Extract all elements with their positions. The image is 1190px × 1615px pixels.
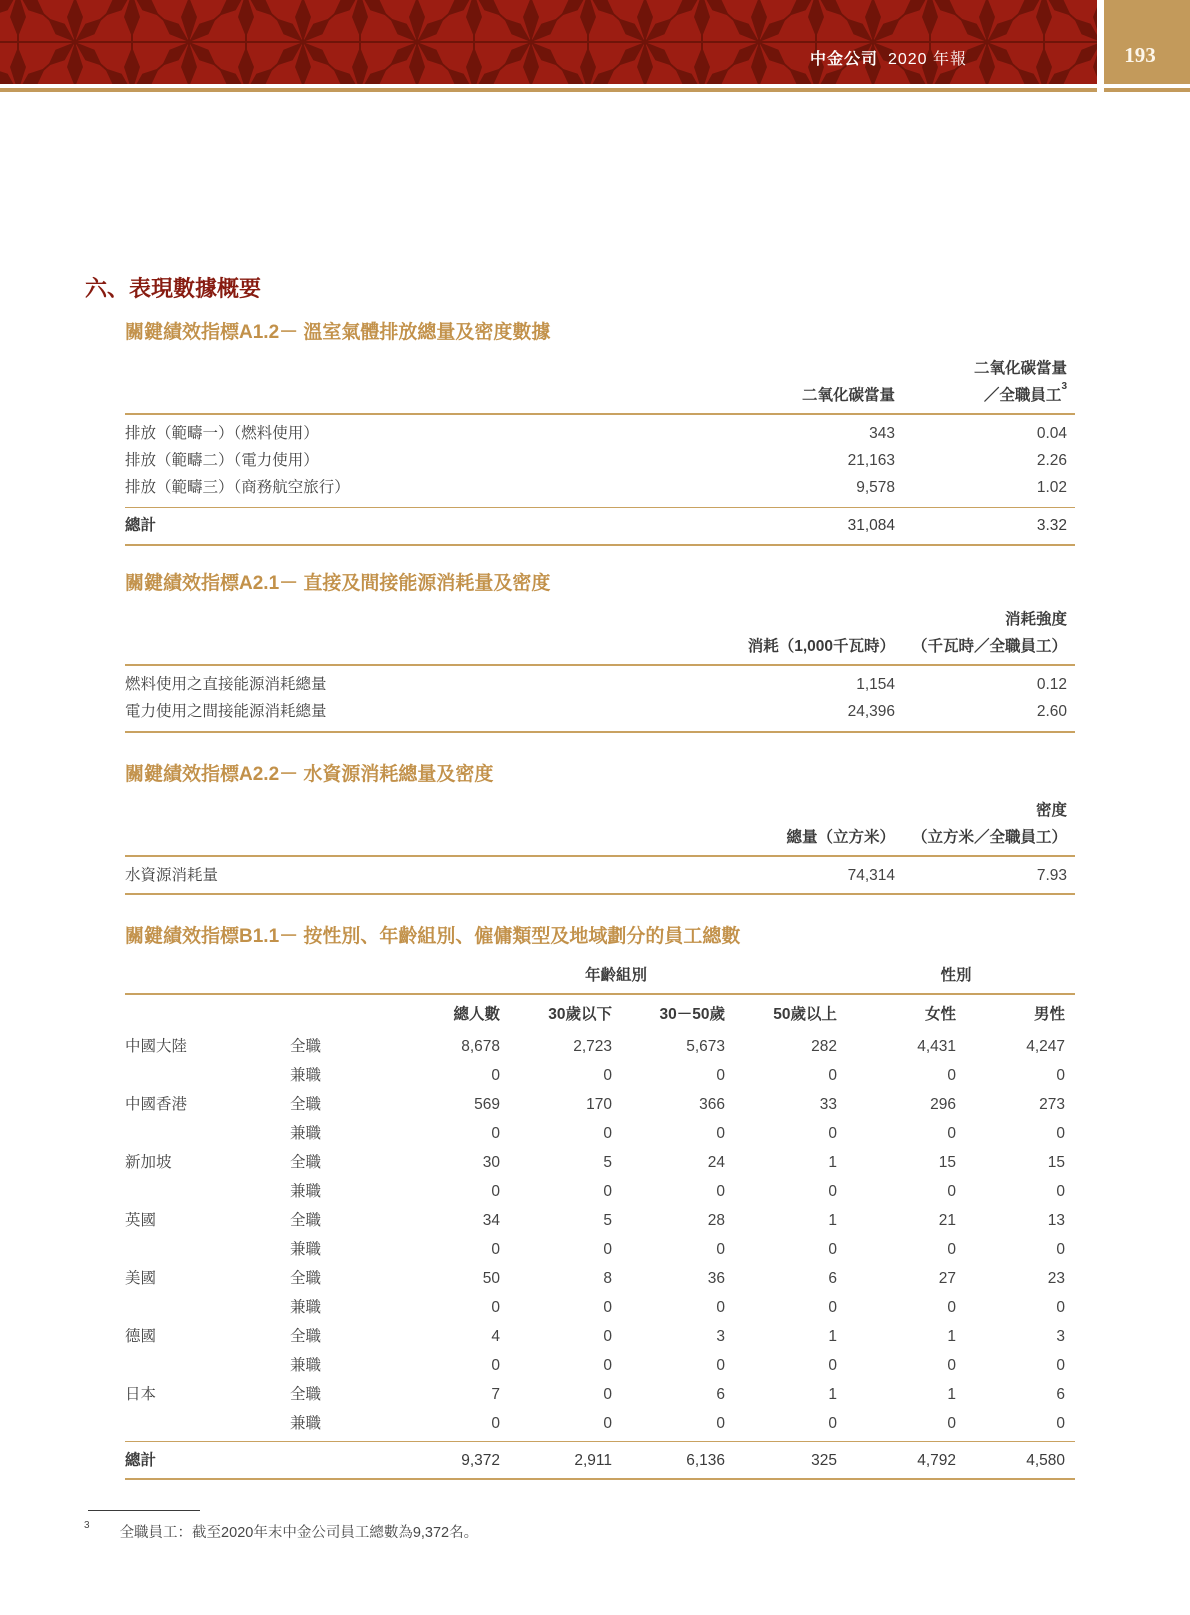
col-header-total: 總人數: [453, 1006, 500, 1023]
table-rule: [125, 731, 1075, 733]
page-number-box: [1104, 0, 1190, 84]
table-row: 排放（範疇二）（電力使用） 21,163 2.26: [125, 452, 1067, 469]
table-row: 排放（範疇三）（商務航空旅行） 9,578 1.02: [125, 479, 1067, 496]
report-year: 2020 年報: [887, 51, 967, 68]
table-group-header-row: [125, 961, 1075, 991]
page-number: 193: [1124, 42, 1156, 67]
table-header-row-1: [125, 797, 1075, 824]
group-header-gender: 性別: [940, 967, 972, 984]
table-total-row: 總計 9,372 2,911 6,136 325 4,792 4,580: [125, 1452, 1065, 1469]
table-header-row-1: [125, 355, 1075, 382]
group-header-age: 年齡組別: [584, 967, 647, 984]
section-kpi-a22: [125, 763, 1075, 895]
section-kpi-a12: [125, 321, 1075, 546]
kpi-a22-title: 關鍵績效指標A2.2－ 水資源消耗總量及密度: [125, 764, 494, 785]
table-row: 兼職 0 0 0 0 0 0: [290, 1125, 1065, 1142]
header-band: [0, 0, 1097, 84]
footnote-number: 3: [84, 1520, 90, 1531]
ghg-emissions-table: [125, 355, 1075, 546]
footnote-text: 全職員工：截至2020年末中金公司員工總數為9,372名。: [119, 1525, 479, 1541]
table-header-row-1: [125, 606, 1075, 633]
table-row: 美國 全職 50 8 36 6 27 23: [125, 1270, 1065, 1287]
col-header-intensity-line2: （千瓦時／全職員工）: [911, 638, 1067, 655]
col-header-intensity-line2: ／全職員工$^3$: [983, 381, 1067, 404]
table-header-row-2: [125, 633, 1075, 660]
footnote-divider: [88, 1510, 200, 1511]
col-header-density-line2: （立方米／全職員工）: [911, 829, 1067, 846]
col-header-male: 男性: [1033, 1006, 1065, 1023]
col-header-female: 女性: [924, 1006, 956, 1023]
table-row: 電力使用之間接能源消耗總量 24,396 2.60: [125, 703, 1067, 720]
table-header-row-2: [125, 824, 1075, 851]
water-consumption-table: [125, 797, 1075, 895]
table-header-row-2: [125, 382, 1075, 409]
page-title: 六、表現數據概要: [85, 276, 262, 301]
col-header-total-volume: 總量（立方米）: [786, 829, 895, 846]
report-caption: [810, 46, 967, 69]
table-row: 日本 全職 7 0 6 1 1 6: [125, 1386, 1065, 1403]
kpi-b11-title: 關鍵績效指標B1.1－ 按性別、年齡組別、僱傭類型及地域劃分的員工總數: [125, 926, 741, 947]
col-header-intensity-line1: 二氧化碳當量: [973, 360, 1067, 377]
table-row: 兼職 0 0 0 0 0 0: [290, 1183, 1065, 1200]
col-header-co2: 二氧化碳當量: [801, 387, 895, 404]
table-row: 燃料使用之直接能源消耗總量 1,154 0.12: [125, 676, 1067, 693]
footnote-ref-icon: 3: [1061, 381, 1067, 392]
table-row: 兼職 0 0 0 0 0 0: [290, 1299, 1065, 1316]
col-header-30to50: 30－50歲: [659, 1006, 725, 1023]
kpi-a12-title: 關鍵績效指標A1.2－ 溫室氣體排放總量及密度數據: [125, 322, 551, 343]
col-header-density-line1: 密度: [1035, 802, 1067, 819]
section-kpi-b11: [125, 925, 1075, 1480]
energy-consumption-table: [125, 606, 1075, 733]
table-row: 兼職 0 0 0 0 0 0: [290, 1241, 1065, 1258]
table-row: 中國香港 全職 569 170 366 33 296 273: [125, 1096, 1065, 1113]
header-rule-right: [1104, 88, 1190, 92]
footnote: [84, 1521, 478, 1542]
table-rule: [125, 1478, 1075, 1480]
company-name: 中金公司: [809, 51, 878, 68]
section-kpi-a21: [125, 572, 1075, 733]
table-total-row: 總計 31,084 3.32: [125, 517, 1067, 534]
table-row: 英國 全職 34 5 28 1 21 13: [125, 1212, 1065, 1229]
header-rule-left: [0, 88, 1097, 92]
col-header-over50: 50歲以上: [773, 1006, 837, 1023]
col-header-intensity-line1: 消耗強度: [1004, 611, 1067, 628]
table-row: 排放（範疇一）（燃料使用） 343 0.04: [125, 425, 1067, 442]
table-rule: [125, 544, 1075, 546]
workforce-table: [125, 961, 1075, 1480]
table-row: 水資源消耗量 74,314 7.93: [125, 867, 1067, 884]
col-header-under30: 30歲以下: [548, 1006, 612, 1023]
col-header-consumption: 消耗（1,000千瓦時）: [747, 638, 895, 655]
table-rule: [125, 893, 1075, 895]
table-row: 兼職 0 0 0 0 0 0: [290, 1357, 1065, 1374]
asanoha-pattern-icon: [0, 0, 1097, 84]
table-row: 兼職 0 0 0 0 0 0: [290, 1415, 1065, 1432]
table-header-row: [125, 995, 1075, 1032]
table-row: 兼職 0 0 0 0 0 0: [290, 1067, 1065, 1084]
table-row: 新加坡 全職 30 5 24 1 15 15: [125, 1154, 1065, 1171]
table-row: 中國大陸 全職 8,678 2,723 5,673 282 4,431 4,247: [125, 1038, 1065, 1055]
table-row: 德國 全職 4 0 3 1 1 3: [125, 1328, 1065, 1345]
kpi-a21-title: 關鍵績效指標A2.1－ 直接及間接能源消耗量及密度: [125, 573, 551, 594]
